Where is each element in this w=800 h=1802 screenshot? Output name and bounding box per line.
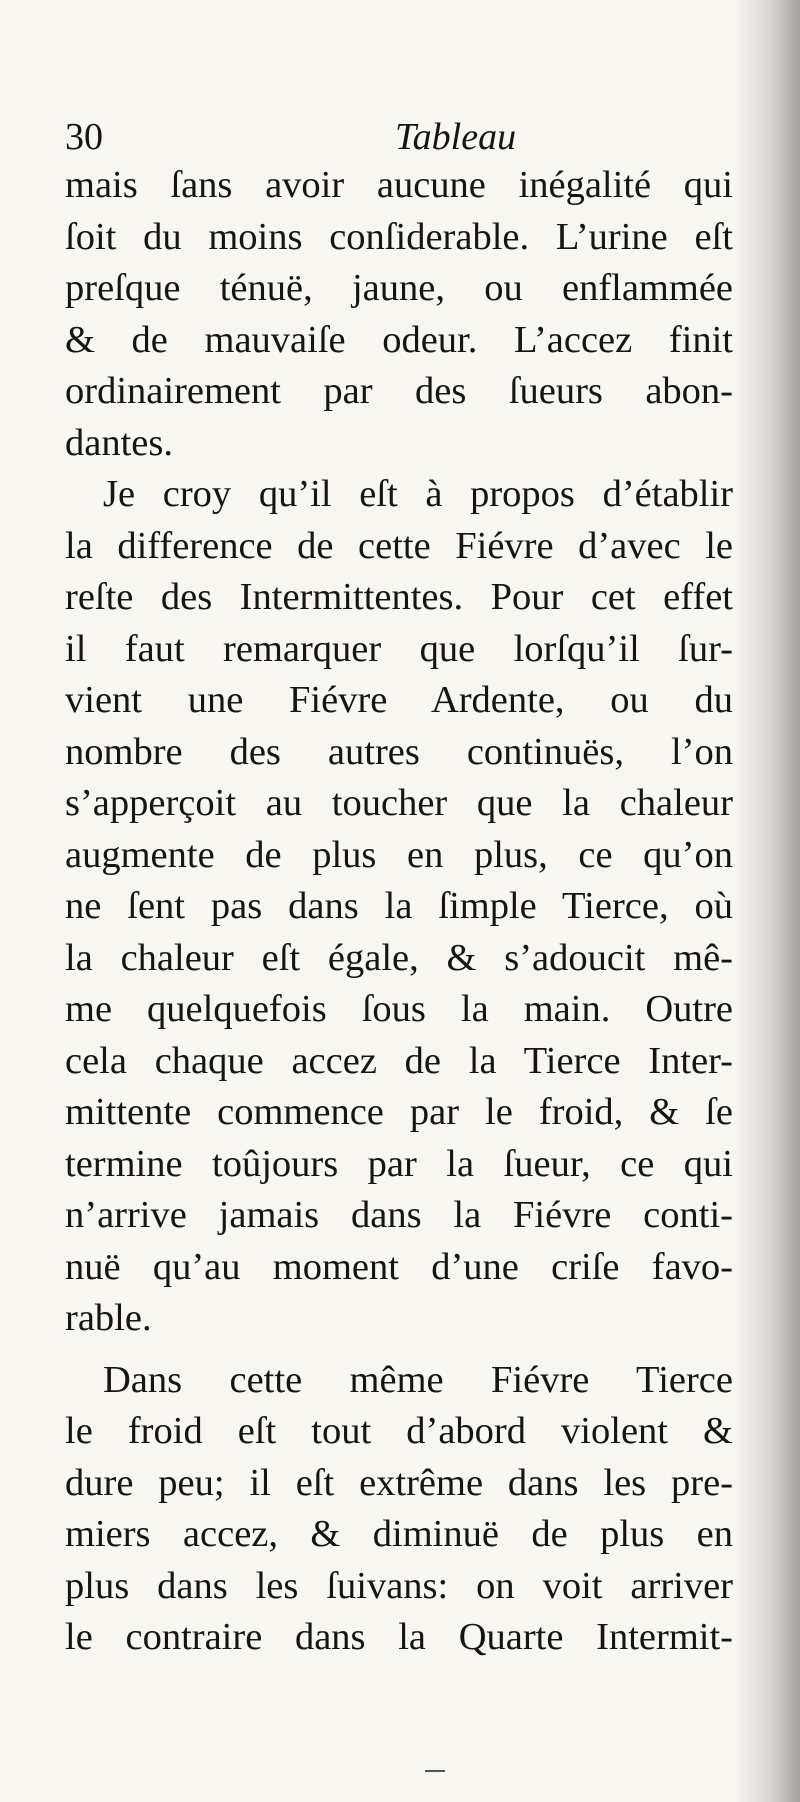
page-number: 30	[65, 116, 103, 158]
body-text	[65, 160, 733, 1664]
page-header	[65, 112, 725, 162]
running-head: Tableau	[395, 116, 517, 158]
text-line: dantes.	[65, 421, 173, 464]
text-line: augmente de plus en plus, ce qu’on	[65, 833, 733, 876]
text-line: me quelquefois ſous la main. Outre	[65, 988, 733, 1030]
text-line: reſte des Intermittentes. Pour cet effet	[65, 576, 733, 618]
text-line: n’arrive jamais dans la Fiévre conti-	[65, 1194, 733, 1236]
text-line: ne ſent pas dans la ſimple Tierce, où	[65, 885, 733, 927]
text-line: plus dans les ſuivans: on voit arriver	[65, 1564, 733, 1607]
text-line: termine toûjours par la ſueur, ce qui	[65, 1142, 733, 1185]
text-line: la difference de cette Fiévre d’avec le	[65, 524, 733, 567]
paragraph-gap	[65, 1345, 733, 1355]
text-line: il faut remarquer que lorſqu’il ſur-	[65, 627, 733, 670]
paragraph-2	[65, 469, 733, 1345]
paragraph-1	[65, 160, 733, 469]
text-line: miers accez, & diminuë de plus en	[65, 1513, 733, 1555]
paragraph-3	[65, 1355, 733, 1664]
text-line: s’apperçoit au toucher que la chaleur	[65, 782, 733, 824]
text-line: rable.	[65, 1297, 152, 1339]
text-line: ſoit du moins conſiderable. L’urine eſt	[65, 215, 733, 258]
text-line: Dans cette même Fiévre Tierce	[103, 1358, 733, 1401]
text-line: preſque ténuë, jaune, ou enflammée	[65, 267, 733, 309]
text-line: Je croy qu’il eſt à propos d’établir	[103, 473, 733, 515]
text-line: le contraire dans la Quarte Intermit-	[65, 1616, 733, 1658]
text-line: & de mauvaiſe odeur. L’accez finit	[65, 318, 733, 361]
text-line: le froid eſt tout d’abord violent &	[65, 1410, 733, 1452]
printer-mark	[425, 1770, 445, 1772]
text-line: cela chaque accez de la Tierce Inter-	[65, 1039, 733, 1082]
text-line: vient une Fiévre Ardente, ou du	[65, 679, 733, 721]
text-line: la chaleur eſt égale, & s’adoucit mê-	[65, 936, 733, 979]
text-line: ordinairement par des ſueurs abon-	[65, 370, 733, 412]
text-line: nombre des autres continuës, l’on	[65, 730, 733, 773]
text-line: nuë qu’au moment d’une criſe favo-	[65, 1245, 733, 1288]
text-line: mais ſans avoir aucune inégalité qui	[65, 164, 733, 206]
text-line: dure peu; il eſt extrême dans les pre-	[65, 1461, 733, 1504]
text-line: mittente commence par le froid, & ſe	[65, 1091, 733, 1133]
